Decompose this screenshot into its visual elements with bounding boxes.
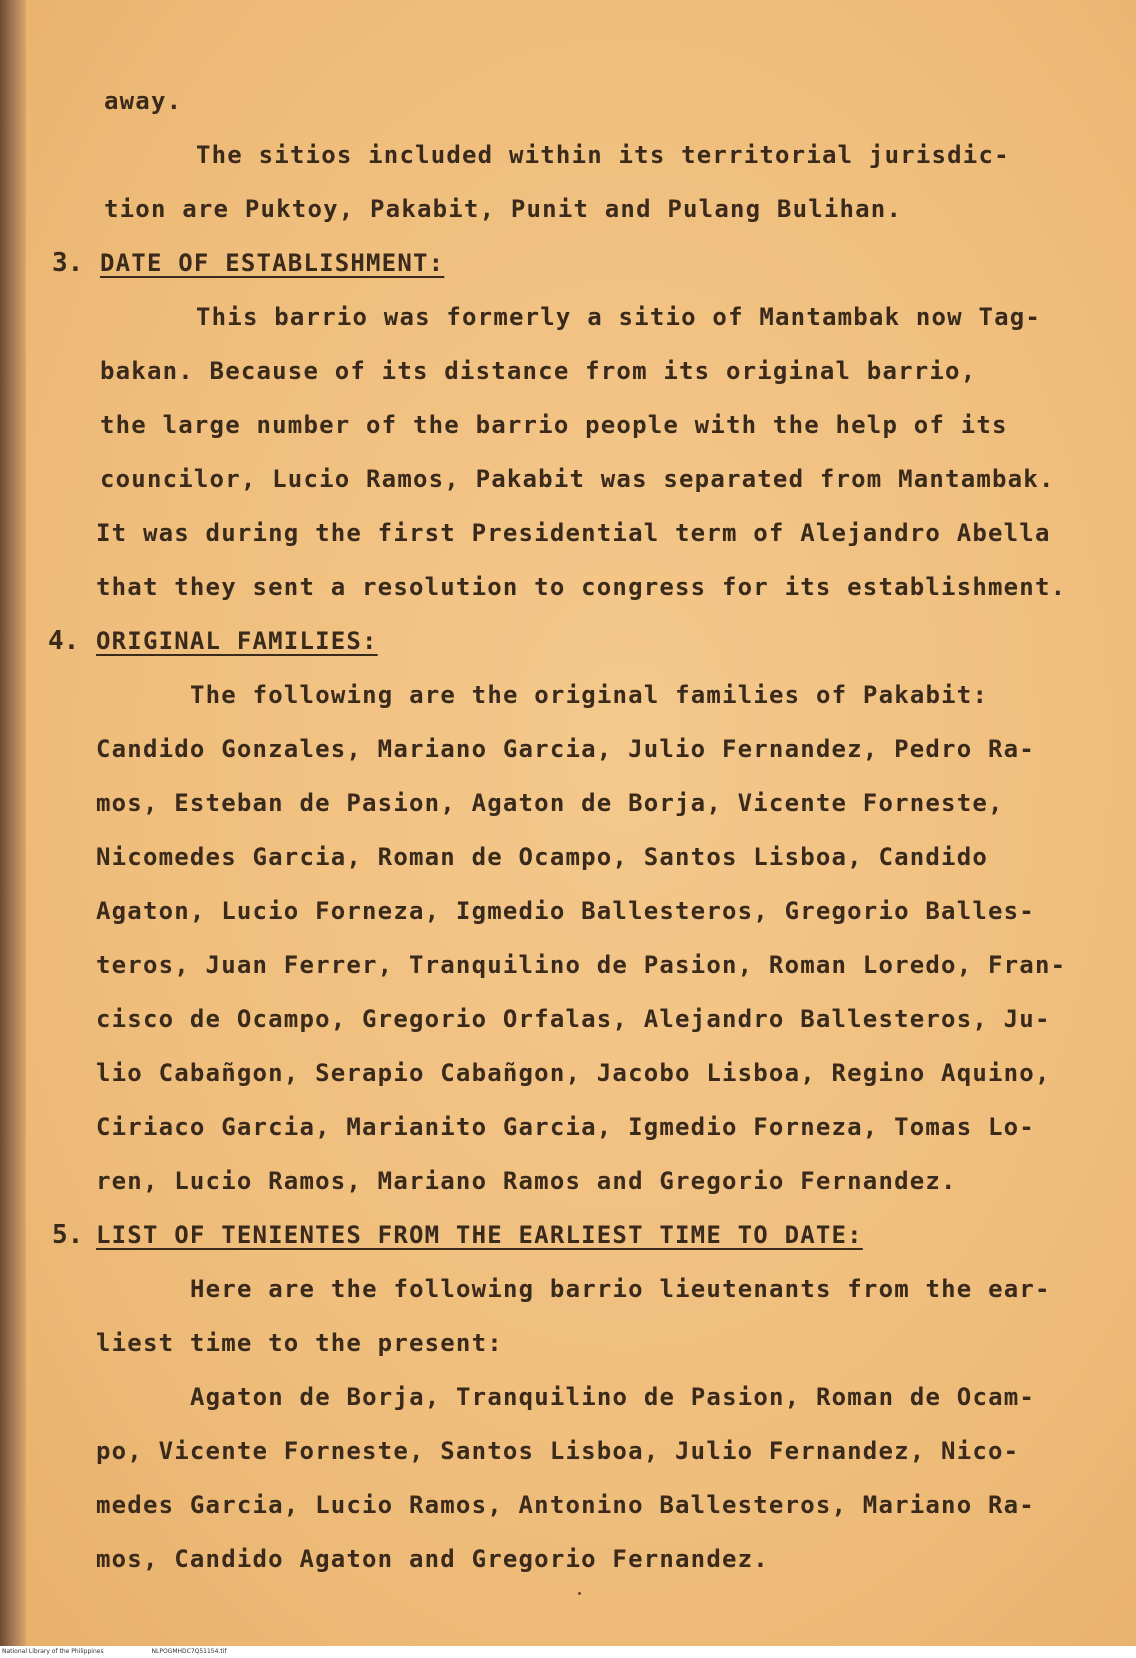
text-line: Here are the following barrio lieutenants from the ear- — [190, 1275, 1051, 1303]
text-line: Agaton, Lucio Forneza, Igmedio Ballesteros, Gregorio Balles- — [96, 897, 1035, 925]
text-line: cisco de Ocampo, Gregorio Orfalas, Alejandro Ballesteros, Ju- — [96, 1005, 1051, 1033]
text-line: away. — [104, 87, 183, 115]
text-line: mos, Esteban de Pasion, Agaton de Borja, Vicente Forneste, — [96, 789, 1004, 817]
text-line: lio Cabañgon, Serapio Cabañgon, Jacobo Lisboa, Regino Aquino, — [96, 1059, 1051, 1087]
text-line: It was during the first Presidential term of Alejandro Abella — [96, 519, 1051, 547]
scan-footer — [0, 1646, 1136, 1658]
footer-filename: NLPOGMHDC7Q51154.tif — [151, 1648, 227, 1655]
text-line: teros, Juan Ferrer, Tranquilino de Pasion, Roman Loredo, Fran- — [96, 951, 1067, 979]
text-line: Agaton de Borja, Tranquilino de Pasion, Roman de Ocam- — [190, 1383, 1036, 1411]
text-line: Nicomedes Garcia, Roman de Ocampo, Santos Lisboa, Candido — [96, 843, 989, 871]
text-line: The following are the original families of Pakabit: — [190, 681, 989, 709]
text-line: councilor, Lucio Ramos, Pakabit was separated from Mantambak. — [100, 465, 1055, 493]
text-line: This barrio was formerly a sitio of Mantambak now Tag- — [196, 303, 1042, 331]
section-number: 4. — [48, 626, 80, 656]
section-heading-original-families: ORIGINAL FAMILIES: — [96, 627, 378, 655]
ink-speck — [578, 1592, 581, 1595]
section-heading-list-of-tenientes: LIST OF TENIENTES FROM THE EARLIEST TIME TO DATE: — [96, 1221, 863, 1249]
text-line: tion are Puktoy, Pakabit, Punit and Pulang Bulihan. — [104, 195, 903, 223]
section-heading-date-of-establishment: DATE OF ESTABLISHMENT: — [100, 249, 445, 277]
page-binding-edge — [0, 0, 26, 1658]
text-line: medes Garcia, Lucio Ramos, Antonino Ballesteros, Mariano Ra- — [96, 1491, 1035, 1519]
text-line: po, Vicente Forneste, Santos Lisboa, Julio Fernandez, Nico- — [96, 1437, 1020, 1465]
section-number: 5. — [52, 1220, 84, 1250]
text-line: The sitios included within its territorial jurisdic- — [196, 141, 1010, 169]
text-line: bakan. Because of its distance from its original barrio, — [100, 357, 977, 385]
section-number: 3. — [52, 248, 84, 278]
text-line: mos, Candido Agaton and Gregorio Fernandez. — [96, 1545, 769, 1573]
text-line: Candido Gonzales, Mariano Garcia, Julio Fernandez, Pedro Ra- — [96, 735, 1035, 763]
footer-library-label: National Library of the Philippines — [2, 1648, 104, 1655]
text-line: the large number of the barrio people with the help of its — [100, 411, 1008, 439]
text-line: liest time to the present: — [96, 1329, 503, 1357]
text-line: ren, Lucio Ramos, Mariano Ramos and Gregorio Fernandez. — [96, 1167, 957, 1195]
text-line: that they sent a resolution to congress for its establishment. — [96, 573, 1067, 601]
text-line: Ciriaco Garcia, Marianito Garcia, Igmedio Forneza, Tomas Lo- — [96, 1113, 1035, 1141]
